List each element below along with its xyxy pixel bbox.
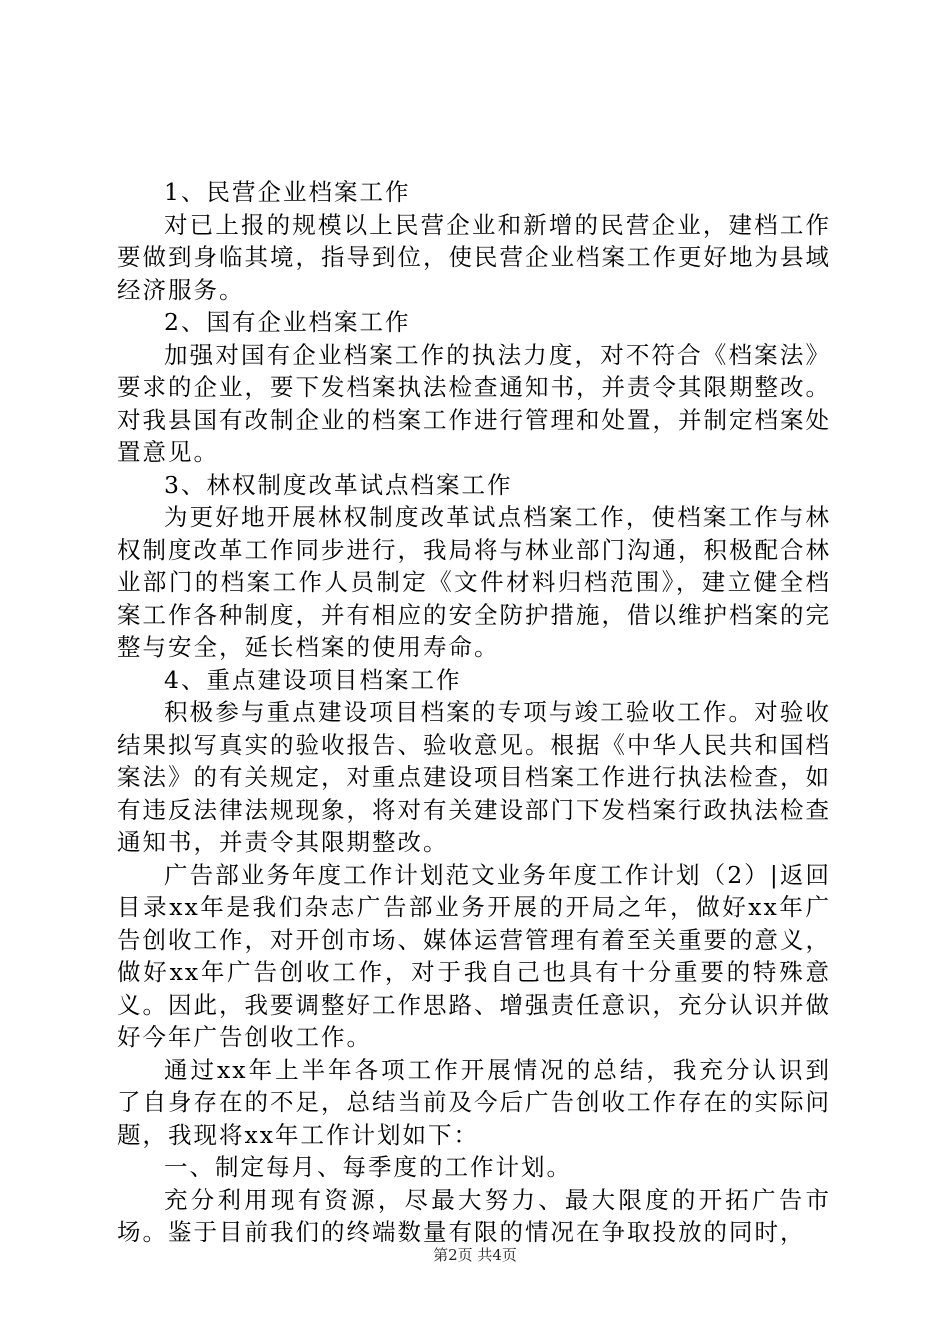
document-body [117, 176, 831, 1249]
heading-monthly-quarterly-plan: 一、制定每月、每季度的工作计划。 [164, 1153, 572, 1181]
paragraph-forest-rights-reform-archives: 为更好地开展林权制度改革试点档案工作，使档案工作与林权制度改革工作同步进行，我局将与林业部门沟通，积极配合林业部门的档案工作人员制定《文件材料归档范围》，建立健全档案工作各种制度，并有相应的安全防护措施，借以维护档案的完整与安全，延长档案的使用寿命。 [117, 503, 831, 661]
paragraph-resource-utilization: 充分利用现有资源，尽最大努力、最大限度的开拓广告市场。鉴于目前我们的终端数量有限的情况在争取投放的同时， [117, 1185, 831, 1246]
heading-forest-rights-reform-archives: 3、林权制度改革试点档案工作 [164, 470, 513, 499]
paragraph-private-enterprise-archives: 对已上报的规模以上民营企业和新增的民营企业，建档工作要做到身临其境，指导到位，使民营企业档案工作更好地为县域经济服务。 [117, 210, 831, 304]
page-footer: 第2页 共4页 [433, 1246, 517, 1264]
paragraph-state-enterprise-archives: 加强对国有企业档案工作的执法力度，对不符合《档案法》要求的企业，要下发档案执法检查通知书，并责令其限期整改。对我县国有改制企业的档案工作进行管理和处置，并制定档案处置意见。 [117, 340, 831, 466]
paragraph-key-project-archives: 积极参与重点建设项目档案的专项与竣工验收工作。对验收结果拟写真实的验收报告、验收意见。根据《中华人民共和国档案法》的有关规定，对重点建设项目档案工作进行执法检查，如有违反法律法规现象，将对有关建设部门下发档案行政执法检查通知书，并责令其限期整改。 [117, 698, 831, 856]
heading-state-enterprise-archives: 2、国有企业档案工作 [164, 308, 411, 336]
paragraph-advertising-plan-summary: 通过xx年上半年各项工作开展情况的总结，我充分认识到了自身存在的不足，总结当前及今后广告创收工作存在的实际问题，我现将xx年工作计划如下： [117, 1055, 831, 1149]
heading-private-enterprise-archives: 1、民营企业档案工作 [164, 178, 411, 206]
heading-key-project-archives: 4、重点建设项目档案工作 [164, 665, 462, 694]
paragraph-advertising-plan-intro: 广告部业务年度工作计划范文业务年度工作计划（2）|返回目录xx年是我们杂志广告部业务开展的开局之年，做好xx年广告创收工作，对开创市场、媒体运营管理有着至关重要的意义，做好xx年广告创收工作，对于我自己也具有十分重要的特殊意义。因此，我要调整好工作思路、增强责任意识，充分认识并做好今年广告创收工作。 [117, 860, 831, 1051]
